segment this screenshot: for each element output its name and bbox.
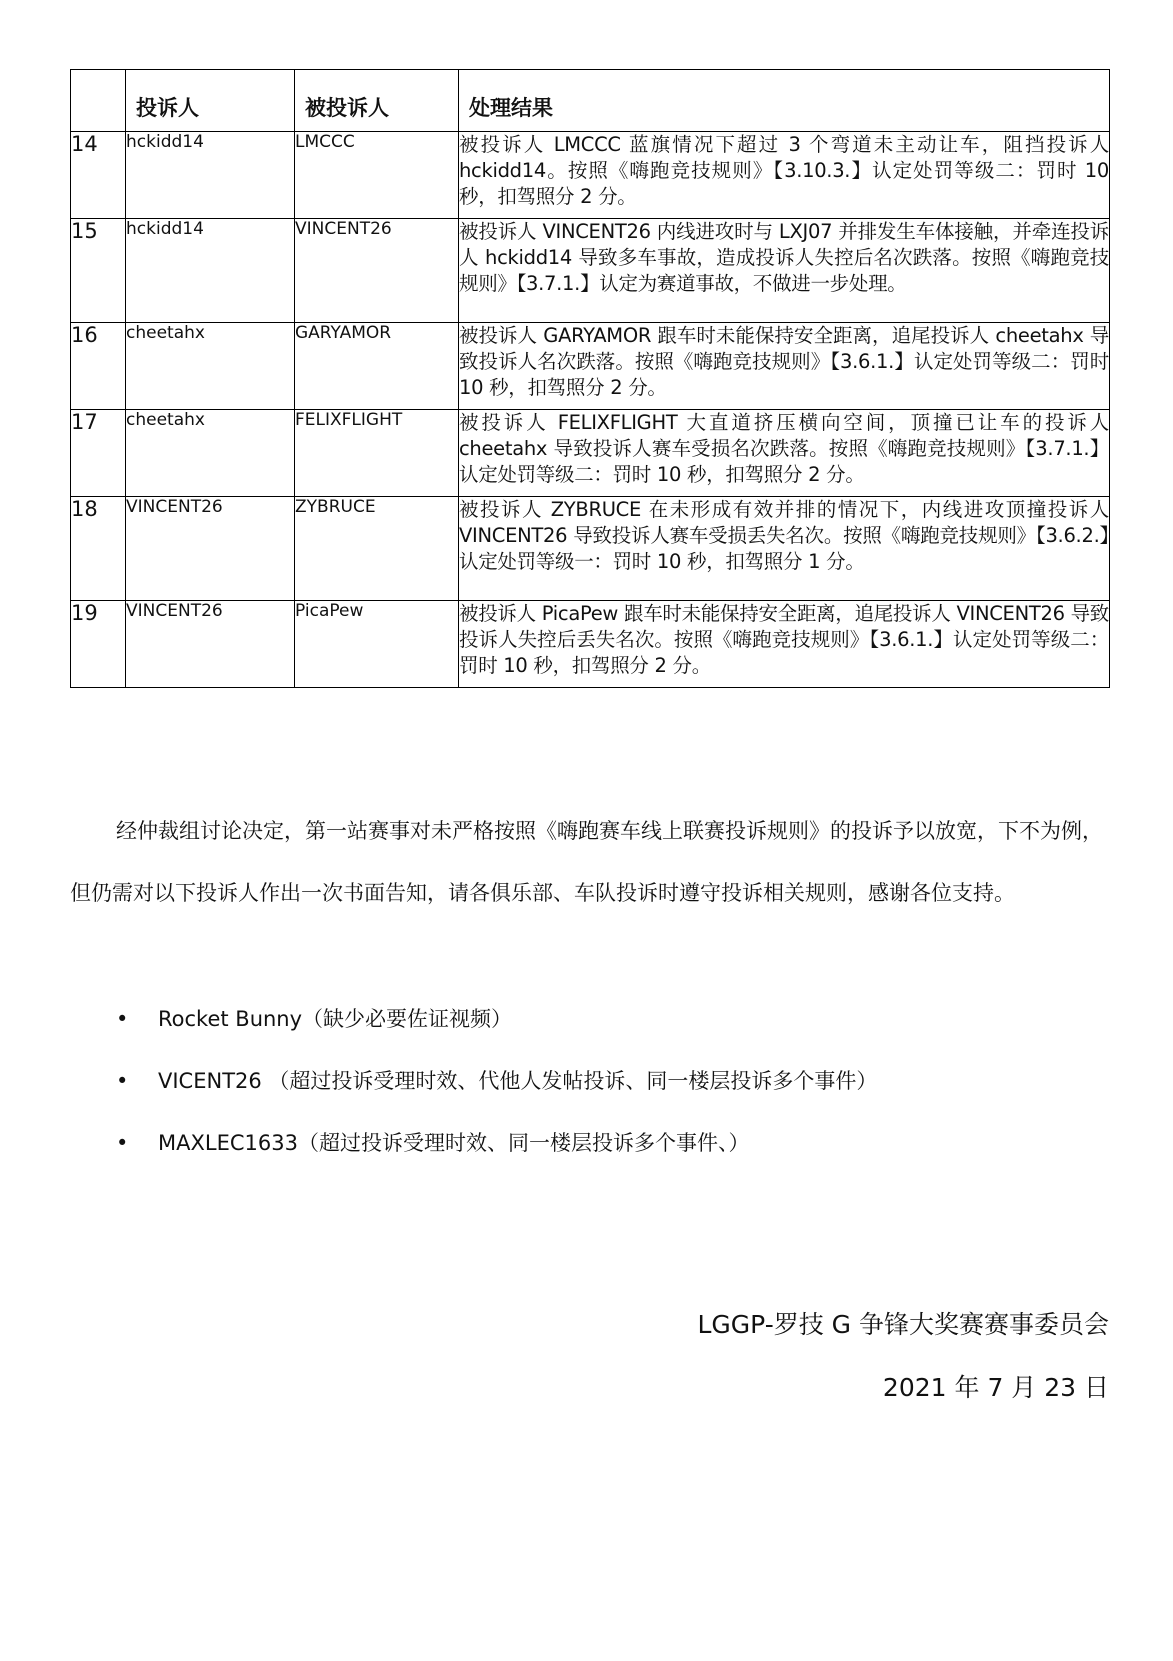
table-row	[71, 601, 1110, 688]
table-row	[71, 497, 1110, 601]
respondent: PicaPew	[295, 601, 459, 688]
case-number: 16	[71, 323, 126, 410]
result: 被投诉人 ZYBRUCE 在未形成有效并排的情况下，内线进攻顶撞投诉人 VINCENT26 导致投诉人赛车受损丢失名次。按照《嗨跑竞技规则》【3.6.2.】认定处罚等级一：罚时 10 秒，扣驾照分 1 分。	[459, 497, 1110, 601]
signature-organization: LGGP-罗技 G 争锋大奖赛赛事委员会	[697, 1310, 1109, 1339]
bullet-icon: •	[116, 1007, 129, 1031]
header-number	[71, 70, 126, 132]
bullet-icon: •	[116, 1131, 129, 1155]
complainant: VINCENT26	[126, 497, 295, 601]
result: 被投诉人 GARYAMOR 跟车时未能保持安全距离，追尾投诉人 cheetahx 导致投诉人名次跌落。按照《嗨跑竞技规则》【3.6.1.】认定处罚等级二：罚时 10 秒，扣驾照分 2 分。	[459, 323, 1110, 410]
result: 被投诉人 FELIXFLIGHT 大直道挤压横向空间，顶撞已让车的投诉人 cheetahx 导致投诉人赛车受损名次跌落。按照《嗨跑竞技规则》【3.7.1.】认定处罚等级二：罚时 10 秒，扣驾照分 2 分。	[459, 410, 1110, 497]
case-number: 15	[71, 219, 126, 323]
respondent: ZYBRUCE	[295, 497, 459, 601]
list-item-text: MAXLEC1633（超过投诉受理时效、同一楼层投诉多个事件、）	[158, 1131, 750, 1155]
list-item	[70, 988, 1110, 1050]
table-row	[71, 219, 1110, 323]
table-row	[71, 323, 1110, 410]
respondent: VINCENT26	[295, 219, 459, 323]
notice-list	[70, 988, 1110, 1174]
header-respondent: 被投诉人	[295, 70, 459, 132]
complainant: hckidd14	[126, 219, 295, 323]
table-header-row	[71, 70, 1110, 132]
bullet-icon: •	[116, 1069, 129, 1093]
case-number: 19	[71, 601, 126, 688]
result: 被投诉人 PicaPew 跟车时未能保持安全距离，追尾投诉人 VINCENT26 导致投诉人失控后丢失名次。按照《嗨跑竞技规则》【3.6.1.】认定处罚等级二：罚时 10 秒，扣驾照分 2 分。	[459, 601, 1110, 688]
case-number: 17	[71, 410, 126, 497]
list-item	[70, 1050, 1110, 1112]
case-number: 14	[71, 132, 126, 219]
list-item-text: VICENT26 （超过投诉受理时效、代他人发帖投诉、同一楼层投诉多个事件）	[158, 1069, 878, 1093]
complainant: hckidd14	[126, 132, 295, 219]
notice-text: 经仲裁组讨论决定，第一站赛事对未严格按照《嗨跑赛车线上联赛投诉规则》的投诉予以放宽，下不为例，但仍需对以下投诉人作出一次书面告知，请各俱乐部、车队投诉时遵守投诉相关规则，感谢各位支持。	[70, 819, 1103, 905]
respondent: LMCCC	[295, 132, 459, 219]
signature-date: 2021 年 7 月 23 日	[882, 1373, 1109, 1402]
header-result: 处理结果	[459, 70, 1110, 132]
result: 被投诉人 LMCCC 蓝旗情况下超过 3 个弯道未主动让车，阻挡投诉人 hckidd14。按照《嗨跑竞技规则》【3.10.3.】认定处罚等级二：罚时 10 秒，扣驾照分 2 分。	[459, 132, 1110, 219]
notice-paragraph	[70, 800, 1110, 924]
table-row	[71, 132, 1110, 219]
complainant: cheetahx	[126, 323, 295, 410]
complaint-results-table	[70, 69, 1110, 688]
list-item	[70, 1112, 1110, 1174]
complainant: VINCENT26	[126, 601, 295, 688]
list-item-text: Rocket Bunny（缺少必要佐证视频）	[158, 1007, 513, 1031]
respondent: FELIXFLIGHT	[295, 410, 459, 497]
respondent: GARYAMOR	[295, 323, 459, 410]
table-row	[71, 410, 1110, 497]
header-complainant: 投诉人	[126, 70, 295, 132]
case-number: 18	[71, 497, 126, 601]
result: 被投诉人 VINCENT26 内线进攻时与 LXJ07 并排发生车体接触，并牵连投诉人 hckidd14 导致多车事故，造成投诉人失控后名次跌落。按照《嗨跑竞技规则》【3.7.1.】认定为赛道事故，不做进一步处理。	[459, 219, 1110, 323]
complainant: cheetahx	[126, 410, 295, 497]
